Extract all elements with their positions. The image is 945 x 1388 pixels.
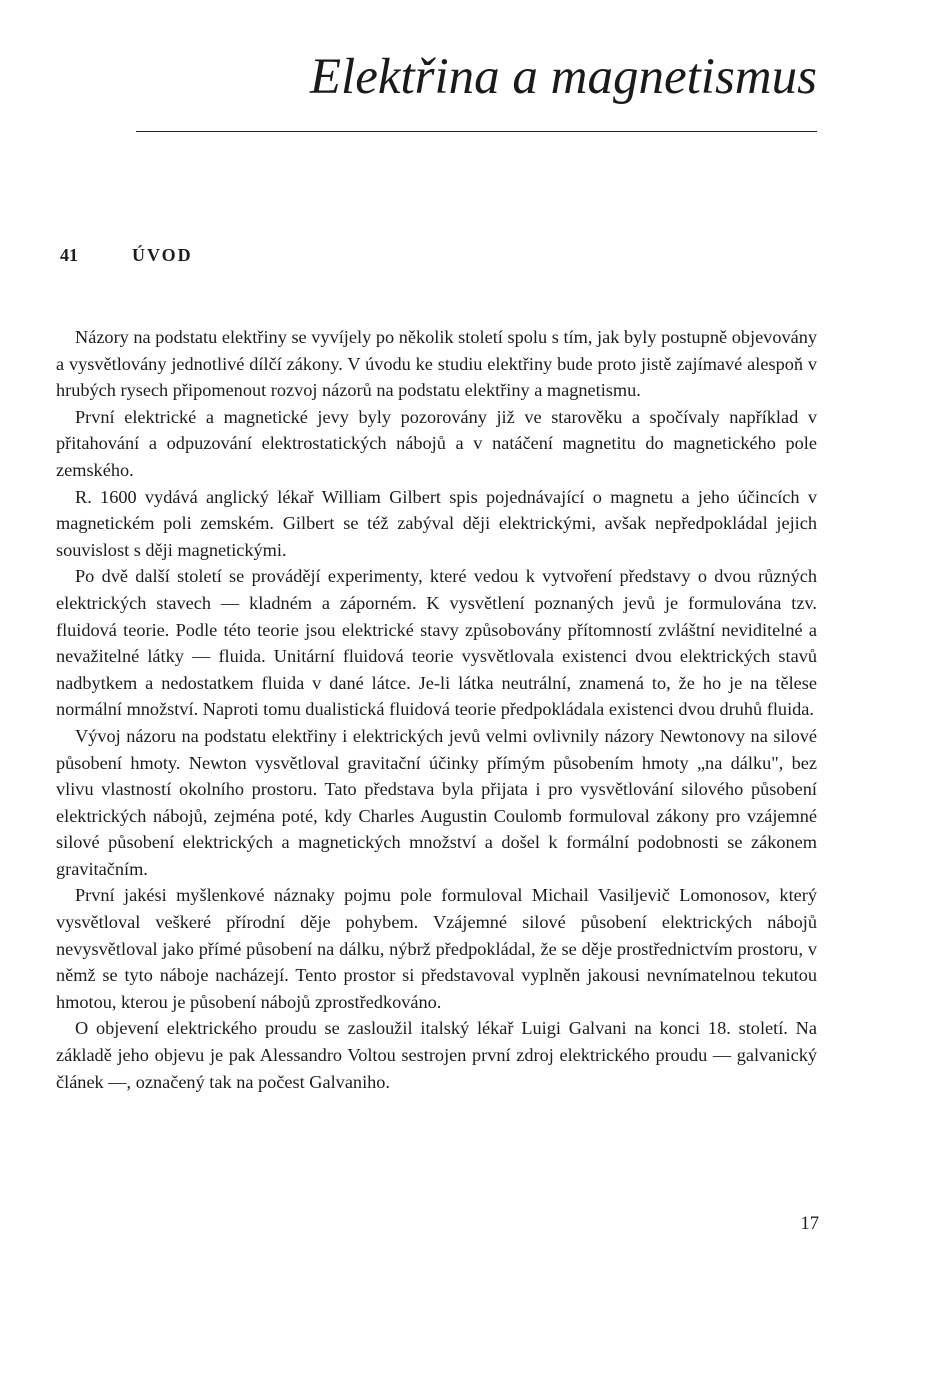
paragraph: Po dvě další století se provádějí experimenty, které vedou k vytvoření představy o dvou různých elektrických stavech — kladném a záporném. K vysvětlení poznaných jevů je formulována tzv. fluidová teorie. Podle této teorie jsou elektrické stavy způsobovány přítomností zvláštní neviditelné a nevažitelné látky — fluida. Unitární fluidová teorie vysvětlovala existenci dvou elektrických stavů nadbytkem a nedostatkem fluida v dané látce. Je-li látka neutrální, znamená to, že ho je na tělese normální množství. Naproti tomu dualistická fluidová teorie předpokládala existenci dvou druhů fluida. — [56, 566, 817, 720]
paragraph: Názory na podstatu elektřiny se vyvíjely po několik století spolu s tím, jak byly postupně objevovány a vysvětlovány jednotlivé dílčí zákony. V úvodu ke studiu elektřiny bude proto jistě zajímavé alespoň v hrubých rysech připomenout rozvoj názorů na podstatu elektřiny a magnetismu. — [56, 327, 817, 401]
paragraph: První elektrické a magnetické jevy byly pozorovány již ve starověku a spočívaly například v přitahování a odpuzování elektrostatických nábojů a v natáčení magnetitu do magnetického pole zemského. — [56, 406, 817, 480]
section-heading — [60, 240, 193, 270]
paragraph: První jakési myšlenkové náznaky pojmu pole formuloval Michail Vasiljevič Lomonosov, který vysvětloval veškeré přírodní děje pohybem. Vzájemné silové působení elektrických nábojů nevysvětloval jako přímé působení na dálku, nýbrž předpokládal, že se děje prostřednictvím prostoru, v němž se tyto náboje nacházejí. Tento prostor si představoval vyplněn jakousi nevnímatelnou tekutou hmotou, kterou je působení nábojů zprostředkováno. — [56, 885, 817, 1012]
paragraph: R. 1600 vydává anglický lékař William Gilbert spis pojednávající o magnetu a jeho účincích v magnetickém poli zemském. Gilbert se též zabýval ději elektrickými, avšak nepředpokládal jejich souvislost s ději magnetickými. — [56, 486, 817, 560]
paragraph: Vývoj názoru na podstatu elektřiny i elektrických jevů velmi ovlivnily názory Newtonovy na silové působení hmoty. Newton vysvětloval gravitační účinky přímým působením hmoty „na dálku", bez vlivu vlastností okolního prostoru. Tato představa byla přijata i pro vysvětlování silového působení elektrických nábojů, zejména poté, kdy Charles Augustin Coulomb formuloval zákony pro vzájemné silové působení elektrických a magnetických množství a došel k formální podobnosti se zákonem gravitačním. — [56, 725, 817, 879]
paragraph: O objevení elektrického proudu se zasloužil italský lékař Luigi Galvani na konci 18. století. Na základě jeho objevu je pak Alessandro Voltou sestrojen první zdroj elektrického proudu — galvanický článek —, označený tak na počest Galvaniho. — [56, 1018, 817, 1092]
page-number: 17 — [800, 1214, 819, 1234]
title-divider — [136, 131, 817, 132]
body-text — [56, 324, 817, 1095]
section-number: 41 — [60, 245, 78, 265]
section-title: ÚVOD — [132, 245, 193, 265]
chapter-title: Elektřina a magnetismus — [309, 49, 817, 105]
